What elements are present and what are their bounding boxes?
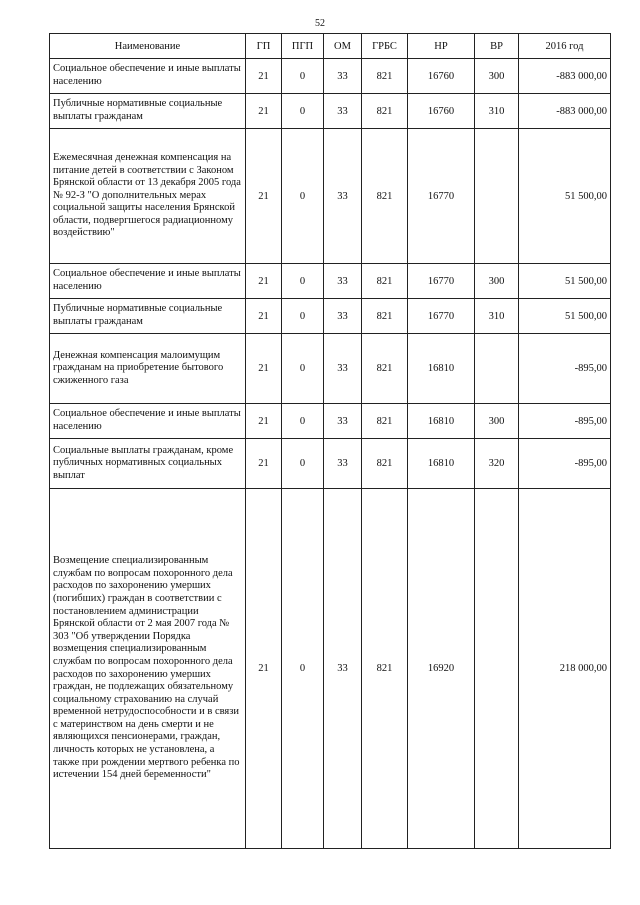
row-name: Публичные нормативные социальные выплаты гражданам bbox=[50, 94, 246, 129]
row-name: Социальное обеспечение и иные выплаты населению bbox=[50, 264, 246, 299]
row-gp: 21 bbox=[246, 489, 282, 849]
page-number: 52 bbox=[315, 18, 325, 29]
row-gp: 21 bbox=[246, 264, 282, 299]
row-om: 33 bbox=[324, 334, 362, 404]
row-pgp: 0 bbox=[282, 264, 324, 299]
row-gp: 21 bbox=[246, 94, 282, 129]
row-name: Социальное обеспечение и иные выплаты населению bbox=[50, 59, 246, 94]
header-name: Наименование bbox=[50, 34, 246, 59]
row-name: Социальные выплаты гражданам, кроме публичных нормативных социальных выплат bbox=[50, 439, 246, 489]
row-amount: -883 000,00 bbox=[519, 59, 611, 94]
row-grbs: 821 bbox=[362, 334, 408, 404]
row-np: 16810 bbox=[408, 404, 475, 439]
row-vr: 300 bbox=[475, 264, 519, 299]
header-row bbox=[50, 34, 611, 59]
row-gp: 21 bbox=[246, 404, 282, 439]
header-year: 2016 год bbox=[519, 34, 611, 59]
row-np: 16760 bbox=[408, 59, 475, 94]
row-gp: 21 bbox=[246, 439, 282, 489]
row-pgp: 0 bbox=[282, 404, 324, 439]
budget-table bbox=[49, 33, 611, 849]
row-pgp: 0 bbox=[282, 439, 324, 489]
row-amount: -895,00 bbox=[519, 334, 611, 404]
row-np: 16920 bbox=[408, 489, 475, 849]
table-row bbox=[50, 129, 611, 264]
row-om: 33 bbox=[324, 59, 362, 94]
header-gp: ГП bbox=[246, 34, 282, 59]
table-row bbox=[50, 59, 611, 94]
header-grbs: ГРБС bbox=[362, 34, 408, 59]
header-vr: ВР bbox=[475, 34, 519, 59]
row-om: 33 bbox=[324, 129, 362, 264]
table-row bbox=[50, 439, 611, 489]
row-vr: 310 bbox=[475, 94, 519, 129]
row-pgp: 0 bbox=[282, 59, 324, 94]
row-amount: 51 500,00 bbox=[519, 264, 611, 299]
header-np: НР bbox=[408, 34, 475, 59]
header-om: ОМ bbox=[324, 34, 362, 59]
table-row bbox=[50, 94, 611, 129]
row-name: Ежемесячная денежная компенсация на питание детей в соответствии с Законом Брянской области от 13 декабря 2005 года № 92-З "О дополнительных мерах социальной защиты населения Брянской области, подвергшегося радиационному воздействию" bbox=[50, 129, 246, 264]
row-np: 16810 bbox=[408, 439, 475, 489]
row-om: 33 bbox=[324, 489, 362, 849]
row-amount: 51 500,00 bbox=[519, 299, 611, 334]
header-pgp: ПГП bbox=[282, 34, 324, 59]
row-om: 33 bbox=[324, 404, 362, 439]
row-pgp: 0 bbox=[282, 489, 324, 849]
row-amount: -895,00 bbox=[519, 404, 611, 439]
table-row bbox=[50, 489, 611, 849]
row-gp: 21 bbox=[246, 334, 282, 404]
table-row bbox=[50, 404, 611, 439]
row-vr: 310 bbox=[475, 299, 519, 334]
row-np: 16770 bbox=[408, 299, 475, 334]
row-amount: -883 000,00 bbox=[519, 94, 611, 129]
row-om: 33 bbox=[324, 94, 362, 129]
row-om: 33 bbox=[324, 264, 362, 299]
row-pgp: 0 bbox=[282, 334, 324, 404]
row-name: Социальное обеспечение и иные выплаты населению bbox=[50, 404, 246, 439]
row-amount: 51 500,00 bbox=[519, 129, 611, 264]
row-pgp: 0 bbox=[282, 129, 324, 264]
table-row bbox=[50, 264, 611, 299]
row-np: 16760 bbox=[408, 94, 475, 129]
row-amount: -895,00 bbox=[519, 439, 611, 489]
row-vr bbox=[475, 489, 519, 849]
row-np: 16770 bbox=[408, 129, 475, 264]
row-vr: 300 bbox=[475, 404, 519, 439]
row-pgp: 0 bbox=[282, 94, 324, 129]
row-om: 33 bbox=[324, 299, 362, 334]
row-name: Денежная компенсация малоимущим гражданам на приобретение бытового сжиженного газа bbox=[50, 334, 246, 404]
row-grbs: 821 bbox=[362, 94, 408, 129]
row-vr bbox=[475, 334, 519, 404]
row-grbs: 821 bbox=[362, 264, 408, 299]
row-name: Возмещение специализированным службам по вопросам похоронного дела расходов по захоронению умерших (погибших) граждан в соответствии с постановлением администрации Брянской области от 2 мая 2007 года № 303 "Об утверждении Порядка возмещения специализированным службам по вопросам похоронного дела расходов по захоронению умерших граждан, не подлежащих обязательному социальному страхованию на случай временной нетрудоспособности и в связи с материнством на день смерти и не являющихся пенсионерами, граждан, личность которых не установлена, а также при рождении мертвого ребенка по истечении 154 дней беременности" bbox=[50, 489, 246, 849]
row-gp: 21 bbox=[246, 299, 282, 334]
row-np: 16770 bbox=[408, 264, 475, 299]
row-pgp: 0 bbox=[282, 299, 324, 334]
row-vr bbox=[475, 129, 519, 264]
row-amount: 218 000,00 bbox=[519, 489, 611, 849]
row-grbs: 821 bbox=[362, 59, 408, 94]
table-row bbox=[50, 334, 611, 404]
row-grbs: 821 bbox=[362, 489, 408, 849]
row-grbs: 821 bbox=[362, 439, 408, 489]
row-om: 33 bbox=[324, 439, 362, 489]
row-gp: 21 bbox=[246, 59, 282, 94]
row-np: 16810 bbox=[408, 334, 475, 404]
row-gp: 21 bbox=[246, 129, 282, 264]
row-grbs: 821 bbox=[362, 299, 408, 334]
row-name: Публичные нормативные социальные выплаты гражданам bbox=[50, 299, 246, 334]
row-grbs: 821 bbox=[362, 129, 408, 264]
row-grbs: 821 bbox=[362, 404, 408, 439]
row-vr: 300 bbox=[475, 59, 519, 94]
table-row bbox=[50, 299, 611, 334]
row-vr: 320 bbox=[475, 439, 519, 489]
